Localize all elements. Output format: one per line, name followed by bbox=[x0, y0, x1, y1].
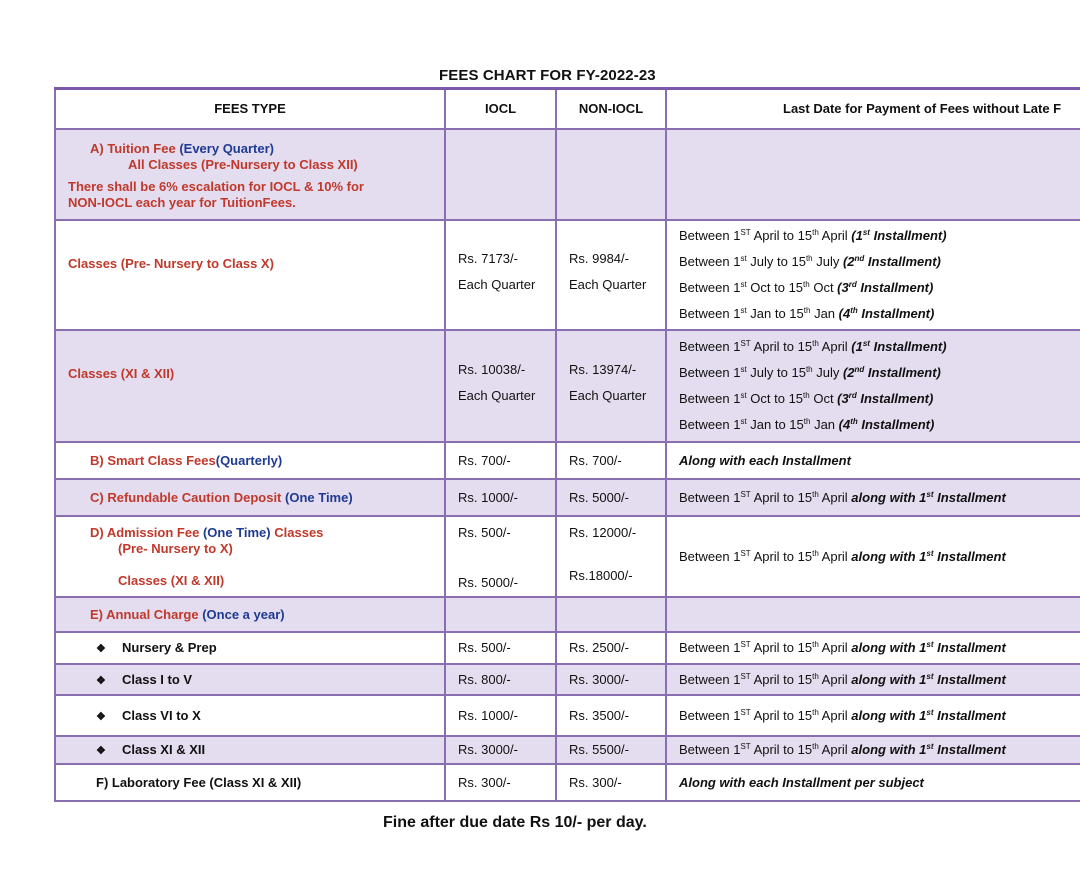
classes-prenursery-non-iocl: Rs. 9984/- bbox=[569, 250, 629, 266]
annual-row-label: Nursery & Prep bbox=[122, 640, 217, 655]
caution-row bbox=[55, 479, 1080, 516]
annual-header-row bbox=[55, 597, 1080, 632]
admission-non-iocl-2: Rs.18000/- bbox=[569, 567, 633, 583]
lab-non-iocl: Rs. 300/- bbox=[556, 764, 666, 801]
lab-date: Along with each Installment per subject bbox=[666, 764, 1080, 801]
installment-line: Between 1ST April to 15th April (1st Installment) bbox=[679, 227, 947, 243]
annual-row bbox=[55, 632, 1080, 664]
annual-row-iocl: Rs. 800/- bbox=[445, 664, 556, 695]
installment-line: Between 1ST April to 15th April (1st Installment) bbox=[679, 338, 947, 354]
admission-iocl-1: Rs. 500/- bbox=[458, 524, 511, 540]
page-title: FEES CHART FOR FY-2022-23 bbox=[439, 67, 656, 84]
header-iocl: IOCL bbox=[445, 89, 556, 129]
tuition-classes: All Classes (Pre-Nursery to Class XII) bbox=[128, 157, 358, 172]
bullet-icon: ❖ bbox=[96, 745, 106, 757]
fine-note: Fine after due date Rs 10/- per day. bbox=[383, 814, 647, 831]
classes-prenursery-label: Classes (Pre- Nursery to Class X) bbox=[55, 220, 445, 330]
header-non-iocl: NON-IOCL bbox=[556, 89, 666, 129]
classes-prenursery-iocl-sub: Each Quarter bbox=[458, 276, 536, 292]
bullet-icon: ❖ bbox=[96, 674, 106, 687]
smart-class-iocl: Rs. 700/- bbox=[445, 442, 556, 479]
annual-row bbox=[55, 736, 1080, 764]
admission-sub2: Classes (XI & XII) bbox=[118, 572, 225, 588]
header-last-date: Last Date for Payment of Fees without Late F bbox=[666, 89, 1080, 129]
annual-row-date: Between 1ST April to 15th April along with 1st Installment bbox=[666, 695, 1080, 736]
tuition-cell bbox=[55, 129, 445, 220]
admission-non-iocl-1: Rs. 12000/- bbox=[569, 524, 637, 540]
installment-line: Between 1st Jan to 15th Jan (4th Installment) bbox=[679, 416, 935, 432]
lab-row bbox=[55, 764, 1080, 801]
installment-line: Between 1st July to 15th July (2nd Installment) bbox=[679, 253, 941, 269]
annual-row-date: Between 1ST April to 15th April along with 1st Installment bbox=[666, 632, 1080, 664]
annual-row-iocl: Rs. 500/- bbox=[445, 632, 556, 664]
classes-xi-xii-dates bbox=[666, 330, 1080, 442]
header-row bbox=[55, 89, 1080, 129]
lab-iocl: Rs. 300/- bbox=[445, 764, 556, 801]
caution-date: Between 1ST April to 15th April along with 1st Installment bbox=[666, 479, 1080, 516]
caution-label: C) Refundable Caution Deposit bbox=[90, 489, 282, 505]
admission-freq: (One Time) bbox=[202, 524, 271, 540]
admission-sub1: (Pre- Nursery to X) bbox=[118, 540, 233, 556]
tuition-freq: (Every Quarter) bbox=[179, 141, 274, 156]
admission-classes-word: Classes bbox=[274, 524, 324, 540]
classes-xi-xii-label: Classes (XI & XII) bbox=[55, 330, 445, 442]
fees-table bbox=[54, 87, 1080, 802]
annual-row-label: Class VI to X bbox=[122, 707, 201, 723]
classes-prenursery-iocl: Rs. 7173/- bbox=[458, 250, 518, 266]
tuition-note: There shall be 6% escalation for IOCL & 10% for NON-IOCL each year for TuitionFees. bbox=[68, 179, 364, 210]
tuition-label: A) Tuition Fee bbox=[90, 141, 176, 156]
classes-xi-xii-non-iocl-sub: Each Quarter bbox=[569, 387, 647, 403]
installment-line: Between 1st Oct to 15th Oct (3rd Installment) bbox=[679, 279, 934, 295]
annual-row-date: Between 1ST April to 15th April along with 1st Installment bbox=[666, 664, 1080, 695]
classes-xi-xii-iocl: Rs. 10038/- bbox=[458, 361, 526, 377]
annual-row-non-iocl: Rs. 5500/- bbox=[556, 736, 666, 764]
header-fees-type: FEES TYPE bbox=[55, 89, 445, 129]
annual-row-label: Class XI & XII bbox=[122, 742, 206, 757]
annual-row-iocl: Rs. 1000/- bbox=[445, 695, 556, 736]
admission-label: D) Admission Fee bbox=[90, 524, 200, 540]
annual-row-non-iocl: Rs. 3000/- bbox=[556, 664, 666, 695]
annual-row bbox=[55, 664, 1080, 695]
smart-class-date: Along with each Installment bbox=[666, 442, 1080, 479]
classes-prenursery-dates bbox=[666, 220, 1080, 330]
installment-line: Between 1st Oct to 15th Oct (3rd Installment) bbox=[679, 390, 934, 406]
caution-freq: (One Time) bbox=[285, 489, 353, 505]
annual-row bbox=[55, 695, 1080, 736]
caution-non-iocl: Rs. 5000/- bbox=[556, 479, 666, 516]
caution-iocl: Rs. 1000/- bbox=[445, 479, 556, 516]
admission-row bbox=[55, 516, 1080, 597]
classes-prenursery-row bbox=[55, 220, 1080, 330]
annual-row-iocl: Rs. 3000/- bbox=[445, 736, 556, 764]
classes-prenursery-non-iocl-sub: Each Quarter bbox=[569, 276, 647, 292]
smart-class-freq: (Quarterly) bbox=[215, 452, 283, 468]
classes-xi-xii-row bbox=[55, 330, 1080, 442]
bullet-icon: ❖ bbox=[96, 710, 106, 723]
annual-row-date: Between 1ST April to 15th April along with 1st Installment bbox=[666, 736, 1080, 764]
installment-line: Between 1st July to 15th July (2nd Installment) bbox=[679, 364, 941, 380]
annual-label: E) Annual Charge bbox=[90, 606, 199, 622]
classes-xi-xii-non-iocl: Rs. 13974/- bbox=[569, 361, 637, 377]
smart-class-row bbox=[55, 442, 1080, 479]
annual-row-non-iocl: Rs. 2500/- bbox=[556, 632, 666, 664]
annual-freq: (Once a year) bbox=[202, 606, 285, 622]
tuition-row bbox=[55, 129, 1080, 220]
bullet-icon: ❖ bbox=[96, 643, 106, 655]
annual-row-non-iocl: Rs. 3500/- bbox=[556, 695, 666, 736]
smart-class-non-iocl: Rs. 700/- bbox=[556, 442, 666, 479]
admission-date: Between 1ST April to 15th April along with 1st Installment bbox=[666, 516, 1080, 597]
lab-label: F) Laboratory Fee (Class XI & XII) bbox=[55, 764, 445, 801]
smart-class-label: B) Smart Class Fees bbox=[90, 452, 216, 468]
classes-xi-xii-iocl-sub: Each Quarter bbox=[458, 387, 536, 403]
annual-row-label: Class I to V bbox=[122, 671, 193, 687]
installment-line: Between 1st Jan to 15th Jan (4th Installment) bbox=[679, 305, 935, 321]
admission-iocl-2: Rs. 5000/- bbox=[458, 574, 518, 590]
